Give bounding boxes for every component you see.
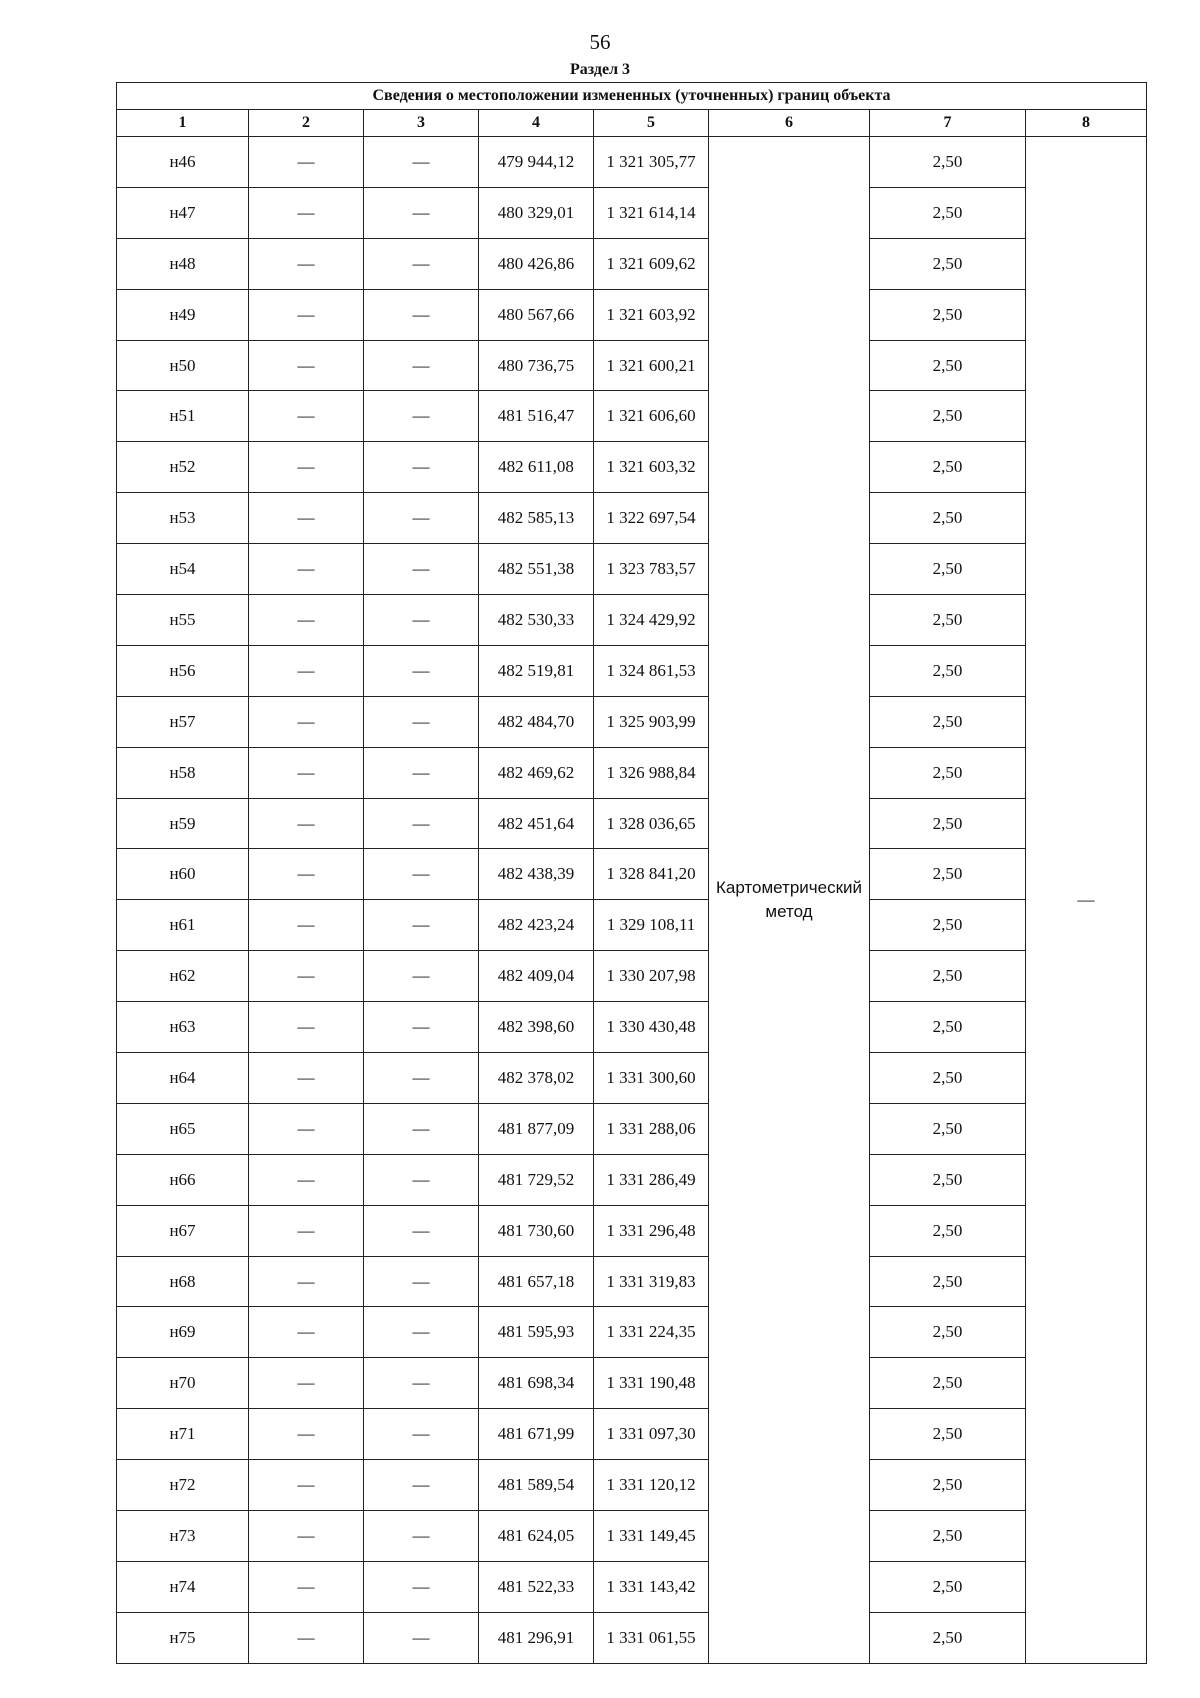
y-coordinate-cell: 1 321 614,14 [594, 187, 709, 238]
point-number-cell: н47 [117, 187, 249, 238]
precision-cell: 2,50 [870, 1256, 1026, 1307]
y-coordinate-cell: 1 321 603,92 [594, 289, 709, 340]
column-2-cell: — [249, 1103, 364, 1154]
point-number-cell: н63 [117, 1002, 249, 1053]
table-row [117, 1307, 1147, 1358]
precision-cell: 2,50 [870, 900, 1026, 951]
precision-cell: 2,50 [870, 747, 1026, 798]
column-number: 6 [709, 110, 870, 137]
y-coordinate-cell: 1 331 300,60 [594, 1053, 709, 1104]
method-cell: Картометрический метод [709, 137, 870, 1664]
precision-cell: 2,50 [870, 340, 1026, 391]
table-row [117, 747, 1147, 798]
precision-cell: 2,50 [870, 137, 1026, 188]
column-3-cell: — [364, 951, 479, 1002]
point-number-cell: н68 [117, 1256, 249, 1307]
column-3-cell: — [364, 238, 479, 289]
column-2-cell: — [249, 1409, 364, 1460]
precision-cell: 2,50 [870, 798, 1026, 849]
x-coordinate-cell: 481 296,91 [479, 1612, 594, 1663]
precision-cell: 2,50 [870, 951, 1026, 1002]
column-2-cell: — [249, 1002, 364, 1053]
precision-cell: 2,50 [870, 187, 1026, 238]
column-2-cell: — [249, 1358, 364, 1409]
precision-cell: 2,50 [870, 1103, 1026, 1154]
point-number-cell: н46 [117, 137, 249, 188]
x-coordinate-cell: 482 398,60 [479, 1002, 594, 1053]
precision-cell: 2,50 [870, 645, 1026, 696]
column-3-cell: — [364, 1409, 479, 1460]
table-row [117, 696, 1147, 747]
point-number-cell: н71 [117, 1409, 249, 1460]
table-row [117, 1460, 1147, 1511]
column-3-cell: — [364, 340, 479, 391]
column-3-cell: — [364, 1205, 479, 1256]
point-number-cell: н64 [117, 1053, 249, 1104]
y-coordinate-cell: 1 331 288,06 [594, 1103, 709, 1154]
column-2-cell: — [249, 849, 364, 900]
table-row [117, 849, 1147, 900]
column-3-cell: — [364, 391, 479, 442]
column-2-cell: — [249, 340, 364, 391]
column-3-cell: — [364, 1307, 479, 1358]
point-number-cell: н52 [117, 442, 249, 493]
x-coordinate-cell: 482 423,24 [479, 900, 594, 951]
table-row [117, 1511, 1147, 1562]
precision-cell: 2,50 [870, 391, 1026, 442]
precision-cell: 2,50 [870, 1460, 1026, 1511]
y-coordinate-cell: 1 331 149,45 [594, 1511, 709, 1562]
precision-cell: 2,50 [870, 442, 1026, 493]
table-row [117, 137, 1147, 188]
column-number: 4 [479, 110, 594, 137]
y-coordinate-cell: 1 331 296,48 [594, 1205, 709, 1256]
column-2-cell: — [249, 1205, 364, 1256]
point-number-cell: н69 [117, 1307, 249, 1358]
x-coordinate-cell: 481 877,09 [479, 1103, 594, 1154]
y-coordinate-cell: 1 331 190,48 [594, 1358, 709, 1409]
column-3-cell: — [364, 1358, 479, 1409]
precision-cell: 2,50 [870, 1358, 1026, 1409]
y-coordinate-cell: 1 321 305,77 [594, 137, 709, 188]
column-number: 1 [117, 110, 249, 137]
column-3-cell: — [364, 696, 479, 747]
y-coordinate-cell: 1 321 606,60 [594, 391, 709, 442]
point-number-cell: н55 [117, 595, 249, 646]
point-number-cell: н56 [117, 645, 249, 696]
y-coordinate-cell: 1 331 097,30 [594, 1409, 709, 1460]
column-2-cell: — [249, 289, 364, 340]
column-3-cell: — [364, 1053, 479, 1104]
table-row [117, 391, 1147, 442]
y-coordinate-cell: 1 331 061,55 [594, 1612, 709, 1663]
precision-cell: 2,50 [870, 1307, 1026, 1358]
y-coordinate-cell: 1 331 120,12 [594, 1460, 709, 1511]
x-coordinate-cell: 481 730,60 [479, 1205, 594, 1256]
precision-cell: 2,50 [870, 849, 1026, 900]
point-number-cell: н51 [117, 391, 249, 442]
x-coordinate-cell: 480 736,75 [479, 340, 594, 391]
column-2-cell: — [249, 645, 364, 696]
column-2-cell: — [249, 137, 364, 188]
x-coordinate-cell: 480 567,66 [479, 289, 594, 340]
precision-cell: 2,50 [870, 595, 1026, 646]
column-2-cell: — [249, 1511, 364, 1562]
column-3-cell: — [364, 1154, 479, 1205]
column-2-cell: — [249, 1561, 364, 1612]
table-row [117, 951, 1147, 1002]
x-coordinate-cell: 481 516,47 [479, 391, 594, 442]
y-coordinate-cell: 1 322 697,54 [594, 493, 709, 544]
point-number-cell: н73 [117, 1511, 249, 1562]
column-2-cell: — [249, 1612, 364, 1663]
table-row [117, 1612, 1147, 1663]
table-row [117, 1154, 1147, 1205]
boundary-coordinates-table [116, 82, 1147, 1664]
column-3-cell: — [364, 798, 479, 849]
table-row [117, 1358, 1147, 1409]
table-caption: Сведения о местоположении измененных (уточненных) границ объекта [117, 83, 1147, 110]
x-coordinate-cell: 481 624,05 [479, 1511, 594, 1562]
column-2-cell: — [249, 1256, 364, 1307]
column-number: 3 [364, 110, 479, 137]
y-coordinate-cell: 1 323 783,57 [594, 544, 709, 595]
x-coordinate-cell: 481 595,93 [479, 1307, 594, 1358]
column-3-cell: — [364, 1256, 479, 1307]
column-2-cell: — [249, 1460, 364, 1511]
point-number-cell: н54 [117, 544, 249, 595]
column-number: 5 [594, 110, 709, 137]
table-row [117, 289, 1147, 340]
y-coordinate-cell: 1 331 143,42 [594, 1561, 709, 1612]
table-body [117, 137, 1147, 1664]
x-coordinate-cell: 481 657,18 [479, 1256, 594, 1307]
table-row [117, 187, 1147, 238]
column-2-cell: — [249, 696, 364, 747]
y-coordinate-cell: 1 330 430,48 [594, 1002, 709, 1053]
precision-cell: 2,50 [870, 1511, 1026, 1562]
table-row [117, 1002, 1147, 1053]
column-3-cell: — [364, 544, 479, 595]
column-2-cell: — [249, 1053, 364, 1104]
point-number-cell: н57 [117, 696, 249, 747]
precision-cell: 2,50 [870, 289, 1026, 340]
column-3-cell: — [364, 289, 479, 340]
y-coordinate-cell: 1 331 286,49 [594, 1154, 709, 1205]
column-2-cell: — [249, 1154, 364, 1205]
column-3-cell: — [364, 442, 479, 493]
column-2-cell: — [249, 238, 364, 289]
column-3-cell: — [364, 747, 479, 798]
column-2-cell: — [249, 391, 364, 442]
y-coordinate-cell: 1 321 600,21 [594, 340, 709, 391]
column-3-cell: — [364, 1612, 479, 1663]
x-coordinate-cell: 481 698,34 [479, 1358, 594, 1409]
table-row [117, 1409, 1147, 1460]
section-title: Раздел 3 [569, 61, 631, 78]
point-number-cell: н60 [117, 849, 249, 900]
column-2-cell: — [249, 544, 364, 595]
table-row [117, 1053, 1147, 1104]
x-coordinate-cell: 482 484,70 [479, 696, 594, 747]
y-coordinate-cell: 1 328 036,65 [594, 798, 709, 849]
table-row [117, 238, 1147, 289]
table-row [117, 900, 1147, 951]
y-coordinate-cell: 1 321 603,32 [594, 442, 709, 493]
column-3-cell: — [364, 493, 479, 544]
column-3-cell: — [364, 1561, 479, 1612]
column-number: 2 [249, 110, 364, 137]
y-coordinate-cell: 1 331 224,35 [594, 1307, 709, 1358]
point-number-cell: н50 [117, 340, 249, 391]
table-row [117, 493, 1147, 544]
table-row [117, 1256, 1147, 1307]
point-number-cell: н53 [117, 493, 249, 544]
column-2-cell: — [249, 900, 364, 951]
point-number-cell: н72 [117, 1460, 249, 1511]
column-number: 7 [870, 110, 1026, 137]
precision-cell: 2,50 [870, 1561, 1026, 1612]
column-3-cell: — [364, 137, 479, 188]
column-3-cell: — [364, 900, 479, 951]
x-coordinate-cell: 482 551,38 [479, 544, 594, 595]
column-3-cell: — [364, 187, 479, 238]
y-coordinate-cell: 1 326 988,84 [594, 747, 709, 798]
column-2-cell: — [249, 798, 364, 849]
precision-cell: 2,50 [870, 238, 1026, 289]
point-number-cell: н70 [117, 1358, 249, 1409]
column-3-cell: — [364, 645, 479, 696]
point-number-cell: н48 [117, 238, 249, 289]
page-number: 56 [589, 30, 611, 54]
column-3-cell: — [364, 1460, 479, 1511]
point-number-cell: н66 [117, 1154, 249, 1205]
x-coordinate-cell: 482 530,33 [479, 595, 594, 646]
column-2-cell: — [249, 747, 364, 798]
table-row [117, 442, 1147, 493]
column-2-cell: — [249, 187, 364, 238]
column-2-cell: — [249, 595, 364, 646]
precision-cell: 2,50 [870, 544, 1026, 595]
x-coordinate-cell: 481 522,33 [479, 1561, 594, 1612]
column-8-cell: — [1026, 137, 1147, 1664]
column-3-cell: — [364, 1511, 479, 1562]
column-3-cell: — [364, 595, 479, 646]
table-row [117, 1103, 1147, 1154]
y-coordinate-cell: 1 328 841,20 [594, 849, 709, 900]
x-coordinate-cell: 482 585,13 [479, 493, 594, 544]
x-coordinate-cell: 481 729,52 [479, 1154, 594, 1205]
x-coordinate-cell: 481 671,99 [479, 1409, 594, 1460]
table-row [117, 544, 1147, 595]
column-3-cell: — [364, 1002, 479, 1053]
point-number-cell: н62 [117, 951, 249, 1002]
x-coordinate-cell: 482 378,02 [479, 1053, 594, 1104]
y-coordinate-cell: 1 331 319,83 [594, 1256, 709, 1307]
precision-cell: 2,50 [870, 1612, 1026, 1663]
table-row [117, 1205, 1147, 1256]
point-number-cell: н67 [117, 1205, 249, 1256]
y-coordinate-cell: 1 324 429,92 [594, 595, 709, 646]
point-number-cell: н75 [117, 1612, 249, 1663]
y-coordinate-cell: 1 324 861,53 [594, 645, 709, 696]
column-3-cell: — [364, 849, 479, 900]
point-number-cell: н49 [117, 289, 249, 340]
point-number-cell: н59 [117, 798, 249, 849]
column-2-cell: — [249, 951, 364, 1002]
column-3-cell: — [364, 1103, 479, 1154]
x-coordinate-cell: 482 438,39 [479, 849, 594, 900]
point-number-cell: н74 [117, 1561, 249, 1612]
x-coordinate-cell: 479 944,12 [479, 137, 594, 188]
precision-cell: 2,50 [870, 493, 1026, 544]
y-coordinate-cell: 1 325 903,99 [594, 696, 709, 747]
table-row [117, 595, 1147, 646]
point-number-cell: н58 [117, 747, 249, 798]
precision-cell: 2,50 [870, 1154, 1026, 1205]
precision-cell: 2,50 [870, 1205, 1026, 1256]
column-number: 8 [1026, 110, 1147, 137]
column-2-cell: — [249, 493, 364, 544]
precision-cell: 2,50 [870, 1053, 1026, 1104]
y-coordinate-cell: 1 329 108,11 [594, 900, 709, 951]
point-number-cell: н61 [117, 900, 249, 951]
precision-cell: 2,50 [870, 1002, 1026, 1053]
x-coordinate-cell: 480 329,01 [479, 187, 594, 238]
y-coordinate-cell: 1 330 207,98 [594, 951, 709, 1002]
x-coordinate-cell: 482 611,08 [479, 442, 594, 493]
point-number-cell: н65 [117, 1103, 249, 1154]
precision-cell: 2,50 [870, 1409, 1026, 1460]
x-coordinate-cell: 482 519,81 [479, 645, 594, 696]
column-2-cell: — [249, 442, 364, 493]
x-coordinate-cell: 480 426,86 [479, 238, 594, 289]
table-row [117, 798, 1147, 849]
x-coordinate-cell: 482 469,62 [479, 747, 594, 798]
table-row [117, 340, 1147, 391]
precision-cell: 2,50 [870, 696, 1026, 747]
column-2-cell: — [249, 1307, 364, 1358]
x-coordinate-cell: 482 451,64 [479, 798, 594, 849]
table-row [117, 645, 1147, 696]
x-coordinate-cell: 481 589,54 [479, 1460, 594, 1511]
table-row [117, 1561, 1147, 1612]
y-coordinate-cell: 1 321 609,62 [594, 238, 709, 289]
x-coordinate-cell: 482 409,04 [479, 951, 594, 1002]
